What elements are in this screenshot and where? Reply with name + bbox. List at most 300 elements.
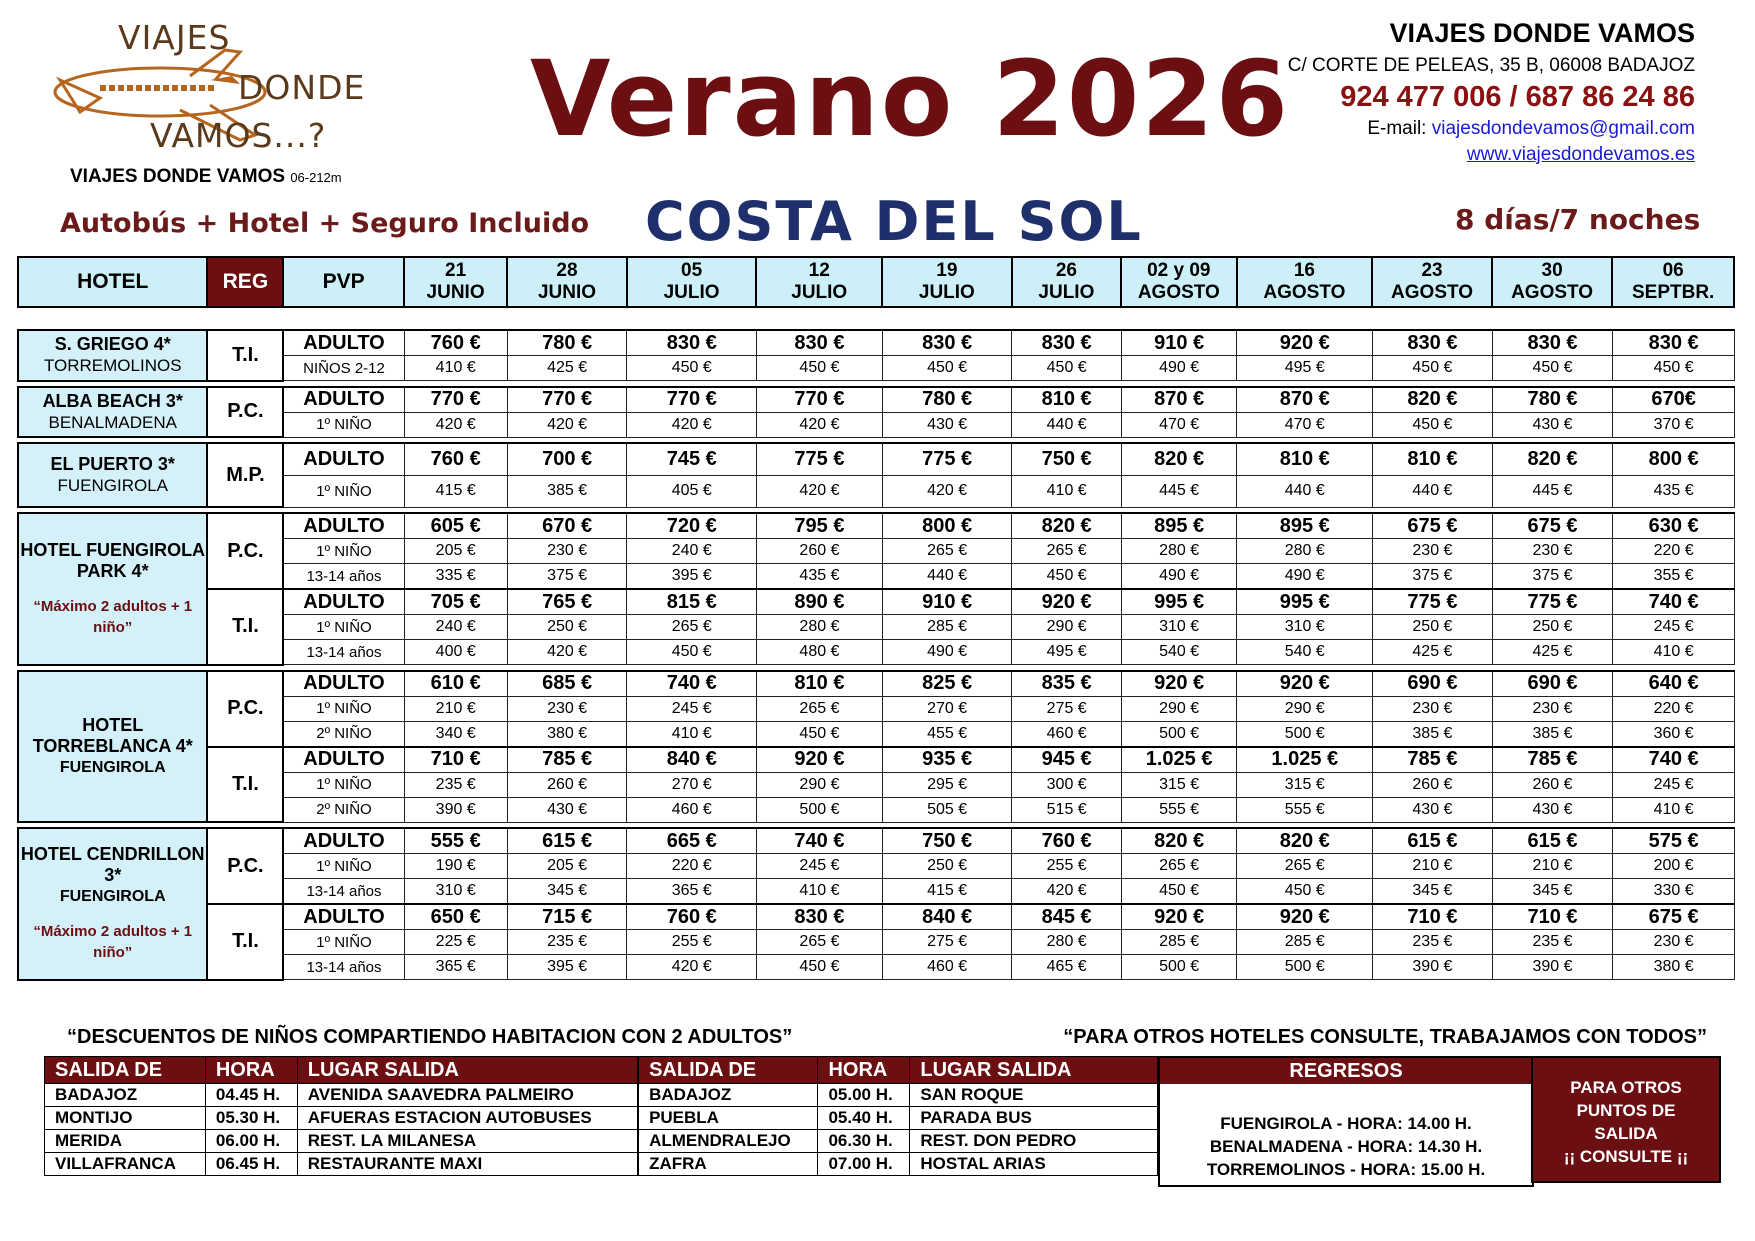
hotel-cell bbox=[18, 387, 207, 438]
price-cell: 835 € bbox=[1012, 671, 1121, 697]
price-cell: 870 € bbox=[1121, 387, 1237, 413]
price-row bbox=[18, 747, 1735, 773]
price-cell: 235 € bbox=[404, 772, 507, 797]
price-cell: 280 € bbox=[1012, 930, 1121, 955]
price-cell: 670€ bbox=[1613, 387, 1735, 413]
departure-cell: MONTIJO bbox=[45, 1107, 206, 1130]
price-cell: 410 € bbox=[404, 356, 507, 381]
price-cell: 240 € bbox=[404, 615, 507, 640]
header-date-month: AGOSTO bbox=[1263, 282, 1346, 303]
price-cell: 230 € bbox=[507, 539, 627, 564]
header-date-month: JULIO bbox=[918, 282, 975, 303]
passenger-type: NIÑOS 2-12 bbox=[283, 356, 404, 381]
departure-cell: HOSTAL ARIAS bbox=[910, 1153, 1158, 1176]
price-cell: 830 € bbox=[1012, 330, 1121, 356]
price-cell: 810 € bbox=[1237, 443, 1373, 475]
price-cell: 280 € bbox=[757, 615, 883, 640]
price-cell: 995 € bbox=[1121, 589, 1237, 615]
passenger-type: 1º NIÑO bbox=[283, 539, 404, 564]
price-cell: 440 € bbox=[1012, 412, 1121, 437]
price-cell: 995 € bbox=[1237, 589, 1373, 615]
departures-header-cell: HORA bbox=[818, 1057, 910, 1084]
price-cell: 490 € bbox=[882, 640, 1012, 665]
price-cell: 285 € bbox=[882, 615, 1012, 640]
price-cell: 715 € bbox=[507, 904, 627, 930]
price-cell: 505 € bbox=[882, 797, 1012, 822]
logo-name bbox=[70, 166, 342, 188]
price-cell: 685 € bbox=[507, 671, 627, 697]
price-cell: 575 € bbox=[1613, 828, 1735, 854]
price-cell: 420 € bbox=[404, 412, 507, 437]
price-cell: 775 € bbox=[1373, 589, 1493, 615]
price-cell: 410 € bbox=[1012, 475, 1121, 507]
board-type: P.C. bbox=[207, 828, 283, 904]
hotel-city: TORREMOLINOS bbox=[43, 356, 182, 376]
price-cell: 945 € bbox=[1012, 747, 1121, 773]
price-row bbox=[18, 828, 1735, 854]
price-cell: 220 € bbox=[1613, 696, 1735, 721]
price-cell: 710 € bbox=[1373, 904, 1493, 930]
price-cell: 235 € bbox=[1373, 930, 1493, 955]
price-cell: 750 € bbox=[882, 828, 1012, 854]
price-cell: 465 € bbox=[1012, 955, 1121, 980]
price-cell: 470 € bbox=[1237, 412, 1373, 437]
website-link[interactable]: www.viajesdondevamos.es bbox=[1466, 144, 1695, 165]
price-cell: 450 € bbox=[757, 721, 883, 747]
other-points-line: ¡¡ CONSULTE ¡¡ bbox=[1563, 1147, 1689, 1166]
price-cell: 830 € bbox=[757, 330, 883, 356]
price-cell: 820 € bbox=[1121, 828, 1237, 854]
price-row bbox=[18, 387, 1735, 413]
price-cell: 455 € bbox=[882, 721, 1012, 747]
price-cell: 420 € bbox=[507, 412, 627, 437]
price-cell: 380 € bbox=[507, 721, 627, 747]
price-cell: 740 € bbox=[757, 828, 883, 854]
price-cell: 830 € bbox=[1492, 330, 1613, 356]
price-cell: 920 € bbox=[757, 747, 883, 773]
price-cell: 500 € bbox=[1237, 721, 1373, 747]
price-row bbox=[18, 671, 1735, 697]
price-cell: 340 € bbox=[404, 721, 507, 747]
passenger-type: 13-14 años bbox=[283, 640, 404, 665]
departure-row bbox=[45, 1084, 1158, 1107]
price-cell: 820 € bbox=[1012, 513, 1121, 539]
price-cell: 290 € bbox=[1121, 696, 1237, 721]
price-cell: 910 € bbox=[1121, 330, 1237, 356]
price-cell: 315 € bbox=[1121, 772, 1237, 797]
price-cell: 430 € bbox=[1492, 412, 1613, 437]
price-cell: 245 € bbox=[757, 854, 883, 879]
price-row bbox=[18, 589, 1735, 615]
logo-agency-name: VIAJES DONDE VAMOS bbox=[70, 166, 286, 187]
price-cell: 435 € bbox=[757, 564, 883, 590]
company-phone: 924 477 006 / 687 86 24 86 bbox=[1340, 81, 1695, 113]
departure-cell: ZAFRA bbox=[638, 1153, 818, 1176]
price-cell: 675 € bbox=[1613, 904, 1735, 930]
passenger-type: 13-14 años bbox=[283, 879, 404, 905]
price-cell: 450 € bbox=[1373, 356, 1493, 381]
price-cell: 710 € bbox=[404, 747, 507, 773]
other-departure-points-box bbox=[1531, 1056, 1721, 1183]
price-cell: 450 € bbox=[1121, 879, 1237, 905]
price-cell: 1.025 € bbox=[1237, 747, 1373, 773]
price-cell: 665 € bbox=[627, 828, 757, 854]
agency-logo bbox=[40, 18, 400, 187]
price-cell: 450 € bbox=[1613, 356, 1735, 381]
company-address: C/ CORTE DE PELEAS, 35 B, 06008 BADAJOZ bbox=[1287, 55, 1695, 76]
departure-cell: BADAJOZ bbox=[45, 1084, 206, 1107]
price-cell: 255 € bbox=[627, 930, 757, 955]
passenger-type: ADULTO bbox=[283, 904, 404, 930]
departure-cell: 07.00 H. bbox=[818, 1153, 910, 1176]
price-cell: 245 € bbox=[1613, 772, 1735, 797]
passenger-type: 1º NIÑO bbox=[283, 930, 404, 955]
price-cell: 470 € bbox=[1121, 412, 1237, 437]
logo-word-1: VIAJES bbox=[118, 18, 231, 57]
price-cell: 420 € bbox=[627, 412, 757, 437]
departures-header-cell: HORA bbox=[205, 1057, 297, 1084]
header-date-month: JUNIO bbox=[426, 282, 485, 303]
passenger-type: ADULTO bbox=[283, 443, 404, 475]
board-type: T.I. bbox=[207, 747, 283, 823]
return-line: BENALMADENA - HORA: 14.30 H. bbox=[1209, 1137, 1483, 1156]
children-discount-note: “DESCUENTOS DE NIÑOS COMPARTIENDO HABITACION CON 2 ADULTOS” bbox=[67, 1026, 793, 1048]
header-date-month: AGOSTO bbox=[1511, 282, 1594, 303]
header-date-month: AGOSTO bbox=[1137, 282, 1220, 303]
departure-cell: MERIDA bbox=[45, 1130, 206, 1153]
price-cell: 935 € bbox=[882, 747, 1012, 773]
passenger-type: 1º NIÑO bbox=[283, 412, 404, 437]
price-cell: 345 € bbox=[1373, 879, 1493, 905]
price-cell: 375 € bbox=[1373, 564, 1493, 590]
price-cell: 370 € bbox=[1613, 412, 1735, 437]
price-cell: 400 € bbox=[404, 640, 507, 665]
price-cell: 760 € bbox=[627, 904, 757, 930]
departures-header-cell: SALIDA DE bbox=[45, 1057, 206, 1084]
price-cell: 410 € bbox=[627, 721, 757, 747]
price-cell: 705 € bbox=[404, 589, 507, 615]
departure-cell: BADAJOZ bbox=[638, 1084, 818, 1107]
price-cell: 245 € bbox=[627, 696, 757, 721]
hotel-cell bbox=[18, 671, 207, 823]
price-cell: 870 € bbox=[1237, 387, 1373, 413]
header-date-day: 26 bbox=[1055, 260, 1077, 281]
departure-cell: SAN ROQUE bbox=[910, 1084, 1158, 1107]
header-date-day: 30 bbox=[1541, 260, 1563, 281]
passenger-type: ADULTO bbox=[283, 747, 404, 773]
departure-cell: PARADA BUS bbox=[910, 1107, 1158, 1130]
price-cell: 265 € bbox=[627, 615, 757, 640]
board-type: P.C. bbox=[207, 387, 283, 438]
passenger-type: 2º NIÑO bbox=[283, 721, 404, 747]
price-cell: 220 € bbox=[627, 854, 757, 879]
price-cell: 425 € bbox=[1492, 640, 1613, 665]
price-cell: 265 € bbox=[1237, 854, 1373, 879]
price-cell: 390 € bbox=[404, 797, 507, 822]
return-line: FUENGIROLA - HORA: 14.00 H. bbox=[1220, 1114, 1472, 1133]
price-cell: 760 € bbox=[404, 330, 507, 356]
price-cell: 810 € bbox=[1373, 443, 1493, 475]
header-date bbox=[404, 257, 507, 307]
header-date-month: SEPTBR. bbox=[1631, 282, 1715, 303]
price-row bbox=[18, 513, 1735, 539]
header-date bbox=[756, 257, 882, 307]
price-cell: 220 € bbox=[1613, 539, 1735, 564]
price-cell: 540 € bbox=[1121, 640, 1237, 665]
price-cell: 775 € bbox=[1492, 589, 1613, 615]
header-date-month: AGOSTO bbox=[1391, 282, 1474, 303]
price-cell: 280 € bbox=[1237, 539, 1373, 564]
price-row bbox=[18, 443, 1735, 475]
price-cell: 395 € bbox=[507, 955, 627, 980]
price-cell: 895 € bbox=[1237, 513, 1373, 539]
price-cell: 275 € bbox=[882, 930, 1012, 955]
price-cell: 770 € bbox=[404, 387, 507, 413]
price-cell: 780 € bbox=[507, 330, 627, 356]
price-cell: 785 € bbox=[1492, 747, 1613, 773]
price-cell: 460 € bbox=[1012, 721, 1121, 747]
price-cell: 415 € bbox=[404, 475, 507, 507]
header-date-day: 28 bbox=[556, 260, 578, 281]
price-cell: 310 € bbox=[1237, 615, 1373, 640]
price-cell: 385 € bbox=[1492, 721, 1613, 747]
company-name: VIAJES DONDE VAMOS bbox=[1389, 18, 1695, 48]
price-cell: 290 € bbox=[1012, 615, 1121, 640]
price-cell: 780 € bbox=[882, 387, 1012, 413]
price-cell: 230 € bbox=[1492, 696, 1613, 721]
header-date-month: JUNIO bbox=[537, 282, 597, 303]
price-cell: 440 € bbox=[1373, 475, 1493, 507]
price-cell: 745 € bbox=[627, 443, 757, 475]
price-cell: 265 € bbox=[757, 930, 883, 955]
price-cell: 425 € bbox=[507, 356, 627, 381]
board-type: T.I. bbox=[207, 589, 283, 665]
header-date-day: 16 bbox=[1293, 260, 1315, 281]
price-cell: 310 € bbox=[1121, 615, 1237, 640]
departure-cell: 06.30 H. bbox=[818, 1130, 910, 1153]
departure-row bbox=[45, 1153, 1158, 1176]
price-cell: 210 € bbox=[1373, 854, 1493, 879]
header-date bbox=[1492, 257, 1613, 307]
price-cell: 800 € bbox=[1613, 443, 1735, 475]
price-cell: 740 € bbox=[627, 671, 757, 697]
price-cell: 205 € bbox=[404, 539, 507, 564]
passenger-type: ADULTO bbox=[283, 828, 404, 854]
price-cell: 920 € bbox=[1012, 589, 1121, 615]
logo-license: 06-212m bbox=[290, 170, 342, 185]
price-cell: 430 € bbox=[1492, 797, 1613, 822]
price-cell: 1.025 € bbox=[1121, 747, 1237, 773]
price-cell: 495 € bbox=[1012, 640, 1121, 665]
other-points-line: SALIDA bbox=[1594, 1124, 1658, 1143]
header-date-day: 19 bbox=[936, 260, 958, 281]
passenger-type: ADULTO bbox=[283, 671, 404, 697]
other-points-line: PUNTOS DE bbox=[1576, 1101, 1676, 1120]
header-date bbox=[507, 257, 627, 307]
price-cell: 250 € bbox=[1492, 615, 1613, 640]
price-cell: 270 € bbox=[882, 696, 1012, 721]
price-cell: 820 € bbox=[1492, 443, 1613, 475]
price-cell: 390 € bbox=[1492, 955, 1613, 980]
price-cell: 240 € bbox=[627, 539, 757, 564]
price-cell: 420 € bbox=[757, 412, 883, 437]
price-cell: 760 € bbox=[404, 443, 507, 475]
price-cell: 450 € bbox=[882, 356, 1012, 381]
price-cell: 385 € bbox=[1373, 721, 1493, 747]
price-cell: 500 € bbox=[1121, 955, 1237, 980]
price-cell: 255 € bbox=[1012, 854, 1121, 879]
hotel-cell bbox=[18, 443, 207, 507]
header-date bbox=[1612, 257, 1734, 307]
price-cell: 235 € bbox=[1492, 930, 1613, 955]
price-cell: 230 € bbox=[1373, 539, 1493, 564]
price-cell: 450 € bbox=[1492, 356, 1613, 381]
price-cell: 395 € bbox=[627, 564, 757, 590]
price-cell: 750 € bbox=[1012, 443, 1121, 475]
price-cell: 830 € bbox=[882, 330, 1012, 356]
departure-cell: AFUERAS ESTACION AUTOBUSES bbox=[297, 1107, 638, 1130]
price-cell: 390 € bbox=[1373, 955, 1493, 980]
price-cell: 250 € bbox=[1373, 615, 1493, 640]
price-cell: 315 € bbox=[1237, 772, 1373, 797]
price-cell: 785 € bbox=[507, 747, 627, 773]
price-row bbox=[18, 904, 1735, 930]
price-cell: 515 € bbox=[1012, 797, 1121, 822]
passenger-type: ADULTO bbox=[283, 589, 404, 615]
price-cell: 555 € bbox=[404, 828, 507, 854]
price-cell: 650 € bbox=[404, 904, 507, 930]
price-cell: 640 € bbox=[1613, 671, 1735, 697]
price-cell: 450 € bbox=[1373, 412, 1493, 437]
hotel-cell bbox=[18, 330, 207, 381]
price-cell: 290 € bbox=[757, 772, 883, 797]
price-cell: 615 € bbox=[1373, 828, 1493, 854]
header-date-month: JULIO bbox=[1038, 282, 1095, 303]
departure-cell: VILLAFRANCA bbox=[45, 1153, 206, 1176]
header-date-day: 21 bbox=[445, 260, 467, 281]
price-cell: 675 € bbox=[1492, 513, 1613, 539]
email-link[interactable]: viajesdondevamos@gmail.com bbox=[1431, 118, 1695, 139]
price-cell: 410 € bbox=[757, 879, 883, 905]
header-date bbox=[1012, 257, 1121, 307]
hotel-cell bbox=[18, 513, 207, 665]
departures-header-row bbox=[45, 1057, 1158, 1084]
board-type: P.C. bbox=[207, 671, 283, 747]
hotel-city: FUENGIROLA bbox=[59, 888, 166, 906]
header-date-month: JULIO bbox=[791, 282, 848, 303]
hotel-note: “Máximo 2 adultos + 1 niño” bbox=[33, 923, 193, 962]
board-type: P.C. bbox=[207, 513, 283, 589]
departure-row bbox=[45, 1130, 1158, 1153]
price-cell: 630 € bbox=[1613, 513, 1735, 539]
hotel-name: EL PUERTO 3* bbox=[50, 454, 175, 474]
price-cell: 210 € bbox=[1492, 854, 1613, 879]
hotel-note: “Máximo 2 adultos + 1 niño” bbox=[33, 597, 193, 636]
price-cell: 770 € bbox=[507, 387, 627, 413]
trip-duration: 8 días/7 noches bbox=[1455, 203, 1701, 236]
header-date-day: 12 bbox=[808, 260, 830, 281]
price-cell: 410 € bbox=[1613, 640, 1735, 665]
price-cell: 420 € bbox=[627, 955, 757, 980]
header-date-day: 23 bbox=[1421, 260, 1443, 281]
price-cell: 450 € bbox=[757, 955, 883, 980]
passenger-type: 1º NIÑO bbox=[283, 615, 404, 640]
passenger-type: 2º NIÑO bbox=[283, 797, 404, 822]
price-cell: 450 € bbox=[1012, 356, 1121, 381]
price-cell: 830 € bbox=[757, 904, 883, 930]
price-cell: 765 € bbox=[507, 589, 627, 615]
logo-word-3: VAMOS...? bbox=[150, 116, 327, 155]
price-cell: 375 € bbox=[507, 564, 627, 590]
price-cell: 365 € bbox=[404, 955, 507, 980]
header-date bbox=[627, 257, 757, 307]
hotel-name: S. GRIEGO 4* bbox=[54, 334, 171, 355]
price-cell: 770 € bbox=[757, 387, 883, 413]
price-cell: 690 € bbox=[1373, 671, 1493, 697]
price-cell: 780 € bbox=[1492, 387, 1613, 413]
board-type: T.I. bbox=[207, 904, 283, 980]
header-date-day: 02 y 09 bbox=[1147, 260, 1211, 281]
departures-header-cell: LUGAR SALIDA bbox=[910, 1057, 1158, 1084]
hotel-name: HOTEL TORREBLANCA 4* bbox=[32, 714, 193, 756]
price-cell: 420 € bbox=[1012, 879, 1121, 905]
price-cell: 740 € bbox=[1613, 589, 1735, 615]
price-cell: 430 € bbox=[1373, 797, 1493, 822]
price-cell: 245 € bbox=[1613, 615, 1735, 640]
departure-cell: REST. DON PEDRO bbox=[910, 1130, 1158, 1153]
price-cell: 230 € bbox=[1613, 930, 1735, 955]
price-cell: 405 € bbox=[627, 475, 757, 507]
price-cell: 920 € bbox=[1237, 904, 1373, 930]
price-cell: 760 € bbox=[1012, 828, 1121, 854]
departure-cell: 05.30 H. bbox=[205, 1107, 297, 1130]
price-cell: 700 € bbox=[507, 443, 627, 475]
departure-cell: 06.00 H. bbox=[205, 1130, 297, 1153]
price-cell: 445 € bbox=[1121, 475, 1237, 507]
price-cell: 810 € bbox=[1012, 387, 1121, 413]
price-cell: 895 € bbox=[1121, 513, 1237, 539]
departures-header-cell: LUGAR SALIDA bbox=[297, 1057, 638, 1084]
price-cell: 910 € bbox=[882, 589, 1012, 615]
hotel-city: BENALMADENA bbox=[48, 412, 177, 432]
departure-cell: RESTAURANTE MAXI bbox=[297, 1153, 638, 1176]
price-cell: 820 € bbox=[1121, 443, 1237, 475]
header-hotel: HOTEL bbox=[18, 257, 207, 307]
price-cell: 375 € bbox=[1492, 564, 1613, 590]
price-cell: 540 € bbox=[1237, 640, 1373, 665]
price-cell: 920 € bbox=[1121, 671, 1237, 697]
departures-table bbox=[44, 1056, 1158, 1176]
price-cell: 770 € bbox=[627, 387, 757, 413]
price-cell: 490 € bbox=[1121, 356, 1237, 381]
price-cell: 430 € bbox=[507, 797, 627, 822]
price-cell: 225 € bbox=[404, 930, 507, 955]
header-reg: REG bbox=[207, 257, 283, 307]
price-cell: 555 € bbox=[1121, 797, 1237, 822]
departure-cell: 04.45 H. bbox=[205, 1084, 297, 1107]
price-cell: 285 € bbox=[1121, 930, 1237, 955]
price-cell: 430 € bbox=[882, 412, 1012, 437]
returns-box bbox=[1158, 1056, 1534, 1187]
price-cell: 380 € bbox=[1613, 955, 1735, 980]
price-cell: 440 € bbox=[882, 564, 1012, 590]
passenger-type: 1º NIÑO bbox=[283, 772, 404, 797]
price-cell: 830 € bbox=[1613, 330, 1735, 356]
board-type: M.P. bbox=[207, 443, 283, 507]
price-cell: 670 € bbox=[507, 513, 627, 539]
price-cell: 205 € bbox=[507, 854, 627, 879]
price-cell: 800 € bbox=[882, 513, 1012, 539]
